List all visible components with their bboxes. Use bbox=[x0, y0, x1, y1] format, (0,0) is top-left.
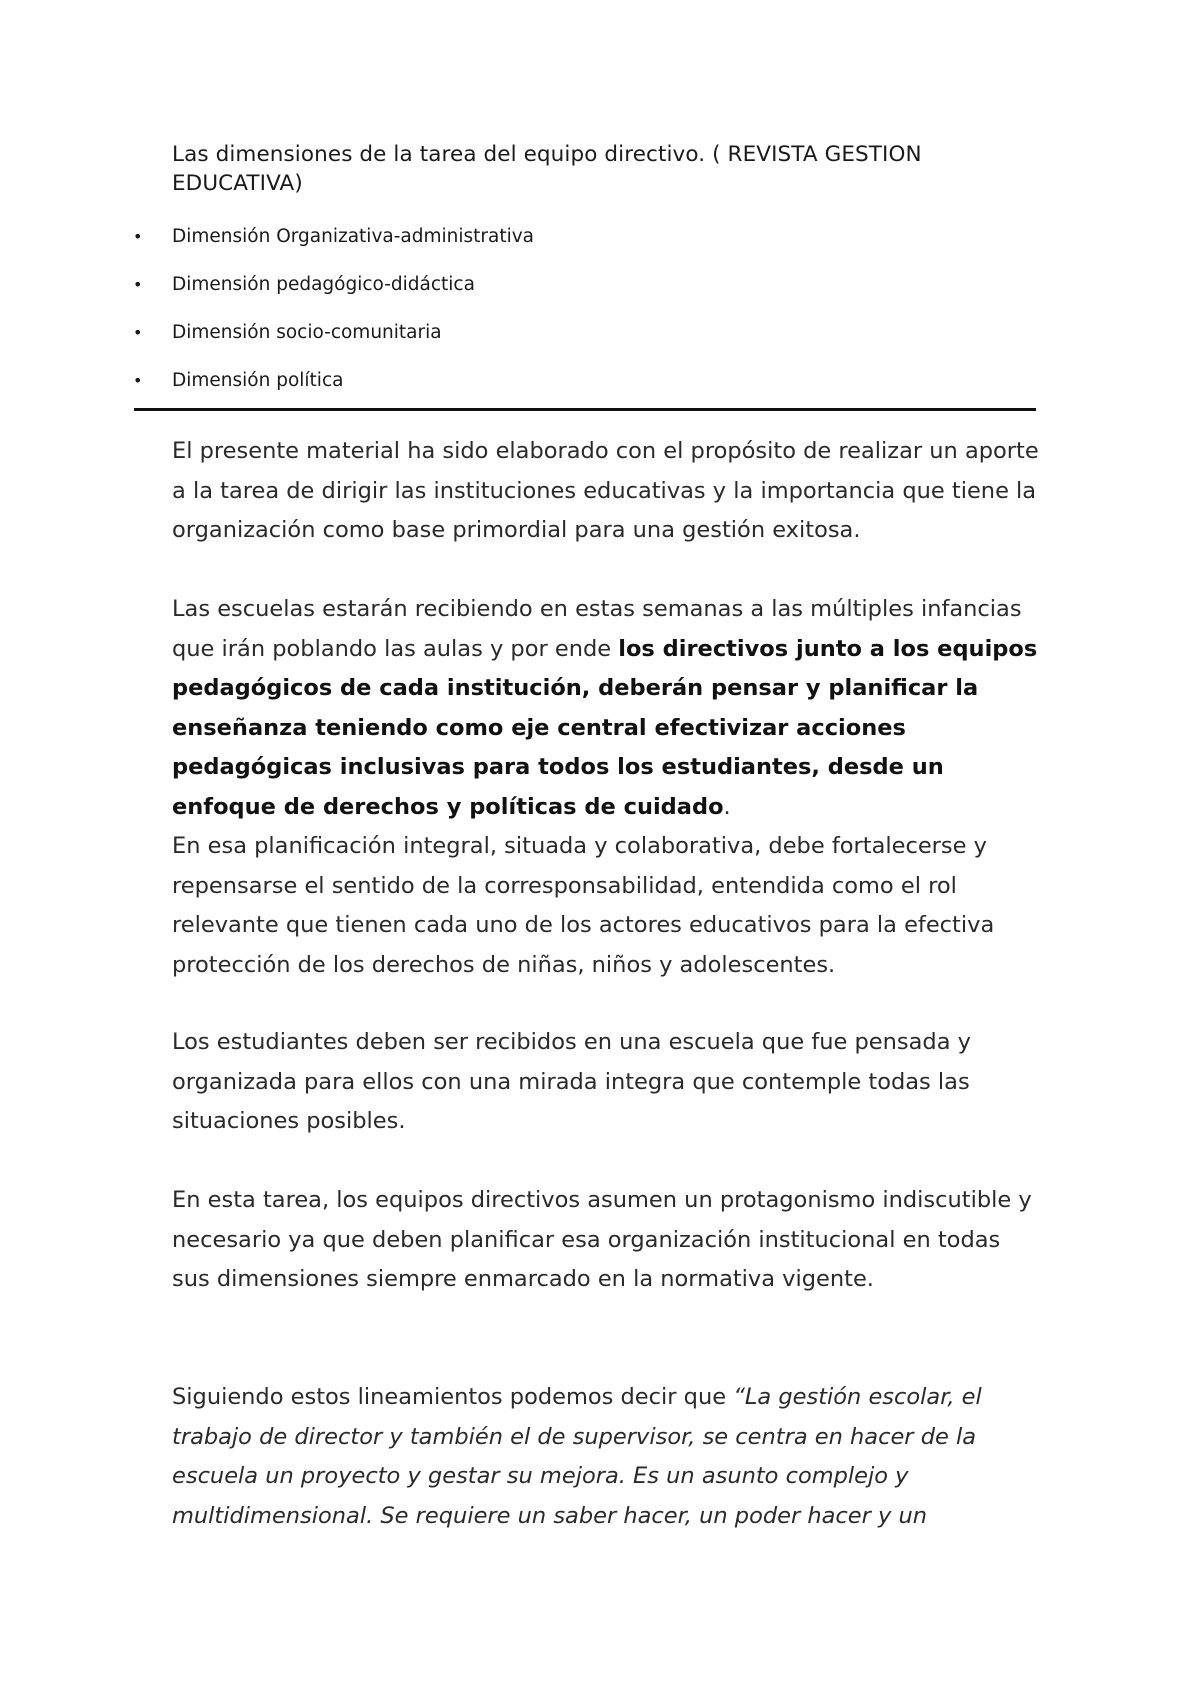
list-item bbox=[133, 272, 993, 320]
bullet-icon: • bbox=[133, 323, 143, 342]
paragraph-text: Las escuelas estarán recibiendo en estas semanas a las múltiples infancias que irán poblando las aulas y por ende bbox=[172, 596, 1022, 662]
list-item-label: Dimensión socio-comunitaria bbox=[172, 322, 442, 343]
bullet-icon: • bbox=[133, 275, 143, 294]
paragraph-intro: El presente material ha sido elaborado con el propósito de realizar un aporte a la tarea de dirigir las instituciones educativas y la importancia que tiene la organización como base primordial para una gestión exitosa. bbox=[172, 438, 1039, 543]
horizontal-divider bbox=[134, 408, 1036, 411]
dimensions-list bbox=[133, 224, 993, 416]
paragraph-text: . bbox=[723, 793, 731, 820]
paragraph-text: En esa planificación integral, situada y colaborativa, debe fortalecerse y repensarse el sentido de la corresponsabilidad, entendida como el rol relevante que tienen cada uno de los actores educativos para la efectiva protección de los derechos de niñas, niños y adolescentes. bbox=[172, 833, 995, 978]
list-item-label: Dimensión pedagógico-didáctica bbox=[172, 274, 475, 295]
paragraph-schools bbox=[172, 590, 1042, 985]
list-item bbox=[133, 224, 993, 272]
document-title: Las dimensiones de la tarea del equipo directivo. ( REVISTA GESTION EDUCATIVA) bbox=[172, 142, 922, 196]
list-item bbox=[133, 320, 993, 368]
paragraph-text: Siguiendo estos lineamientos podemos decir que bbox=[172, 1384, 734, 1410]
paragraph-quote-text: “La gestión escolar, el trabajo de director y también el de supervisor, se centra en hacer de la escuela un proyecto y gestar su mejora. Es un asunto complejo y multidimensional. Se requiere un saber hacer, un poder hacer y un bbox=[172, 1384, 982, 1529]
paragraph-bold-text: los directivos junto a los equipos pedagógicos de cada institución, deberán pensar y planificar la enseñanza teniendo como eje central efectivizar acciones pedagógicas inclusivas para todos los estudiantes, desde un enfoque de derechos y políticas de cuidado bbox=[172, 635, 1038, 820]
paragraph-guidelines bbox=[172, 1378, 1042, 1536]
bullet-icon: • bbox=[133, 227, 143, 246]
list-item-label: Dimensión Organizativa-administrativa bbox=[172, 226, 535, 247]
list-item-label: Dimensión política bbox=[172, 370, 344, 391]
paragraph-students: Los estudiantes deben ser recibidos en una escuela que fue pensada y organizada para ellos con una mirada integra que contemple todas las situaciones posibles. bbox=[172, 1029, 971, 1134]
paragraph-leadership: En esta tarea, los equipos directivos asumen un protagonismo indiscutible y necesario ya que deben planificar esa organización institucional en todas sus dimensiones siempre enmarcado en la normativa vigente. bbox=[172, 1187, 1032, 1292]
bullet-icon: • bbox=[133, 371, 143, 390]
